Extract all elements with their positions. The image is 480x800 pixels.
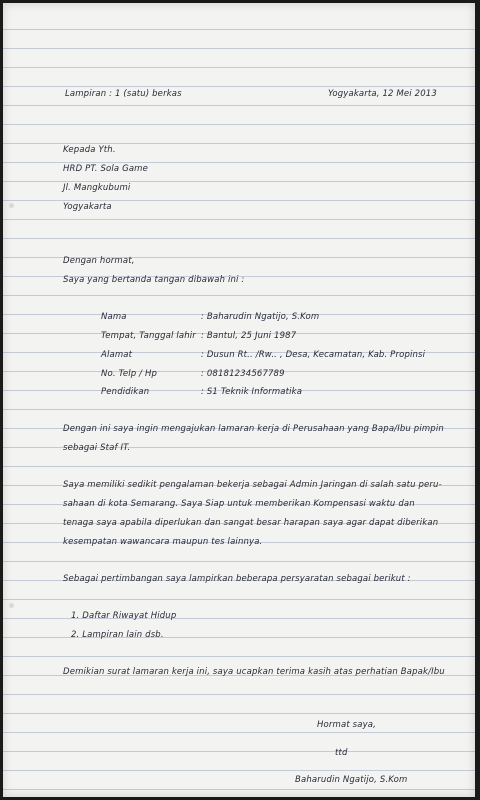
detail-value: : Dusun Rt.. /Rw.. , Desa, Kecamatan, Kab. Propinsi <box>201 350 426 360</box>
paragraph-line: sahaan di kota Semarang. Saya Siap untuk memberikan Kompensasi waktu dan <box>63 499 415 509</box>
detail-value: : Bantul, 25 Juni 1987 <box>201 331 297 341</box>
detail-label: Alamat <box>101 350 133 360</box>
detail-label: Nama <box>101 312 127 322</box>
paragraph-line: kesempatan wawancara maupun tes lainnya. <box>63 537 263 547</box>
detail-label: Pendidikan <box>101 387 150 397</box>
detail-label: Tempat, Tanggal lahir <box>101 331 196 341</box>
paragraph-line: Dengan ini saya ingin mengajukan lamaran kerja di Perusahaan yang Bapa/Ibu pimpin <box>63 424 444 434</box>
detail-value: : S1 Teknik Informatika <box>201 387 303 397</box>
binder-hole <box>9 203 14 208</box>
attachment-line: Lampiran : 1 (satu) berkas <box>65 89 182 99</box>
signature: ttd <box>335 748 348 758</box>
recipient-line: Jl. Mangkubumi <box>63 183 131 193</box>
paragraph-line: tenaga saya apabila diperlukan dan sangat besar harapan saya agar dapat diberikan <box>63 518 439 528</box>
intro-line: Saya yang bertanda tangan dibawah ini : <box>63 275 245 285</box>
paragraph-line: sebagai Staf IT. <box>63 443 131 453</box>
recipient-line: HRD PT. Sola Game <box>63 164 148 174</box>
regards: Hormat saya, <box>317 720 376 730</box>
letter-paper <box>3 3 475 797</box>
place-date: Yogyakarta, 12 Mei 2013 <box>328 89 437 99</box>
salutation: Dengan hormat, <box>63 256 135 266</box>
paragraph-line: Sebagai pertimbangan saya lampirkan beberapa persyaratan sebagai berikut : <box>63 574 411 584</box>
paragraph-line: Saya memiliki sedikit pengalaman bekerja sebagai Admin Jaringan di salah satu peru- <box>63 480 442 490</box>
recipient-line: Yogyakarta <box>63 202 112 212</box>
closing-line: Demikian surat lamaran kerja ini, saya ucapkan terima kasih atas perhatian Bapak/Ibu <box>63 667 445 677</box>
attachment-item: 1. Daftar Riwayat Hidup <box>71 611 177 621</box>
detail-label: No. Telp / Hp <box>101 369 158 379</box>
recipient-line: Kepada Yth. <box>63 145 116 155</box>
detail-value: : Baharudin Ngatijo, S.Kom <box>201 312 320 322</box>
attachment-item: 2. Lampiran lain dsb. <box>71 630 164 640</box>
signer-name: Baharudin Ngatijo, S.Kom <box>295 775 408 785</box>
detail-value: : 08181234567789 <box>201 369 285 379</box>
binder-hole <box>9 603 14 608</box>
